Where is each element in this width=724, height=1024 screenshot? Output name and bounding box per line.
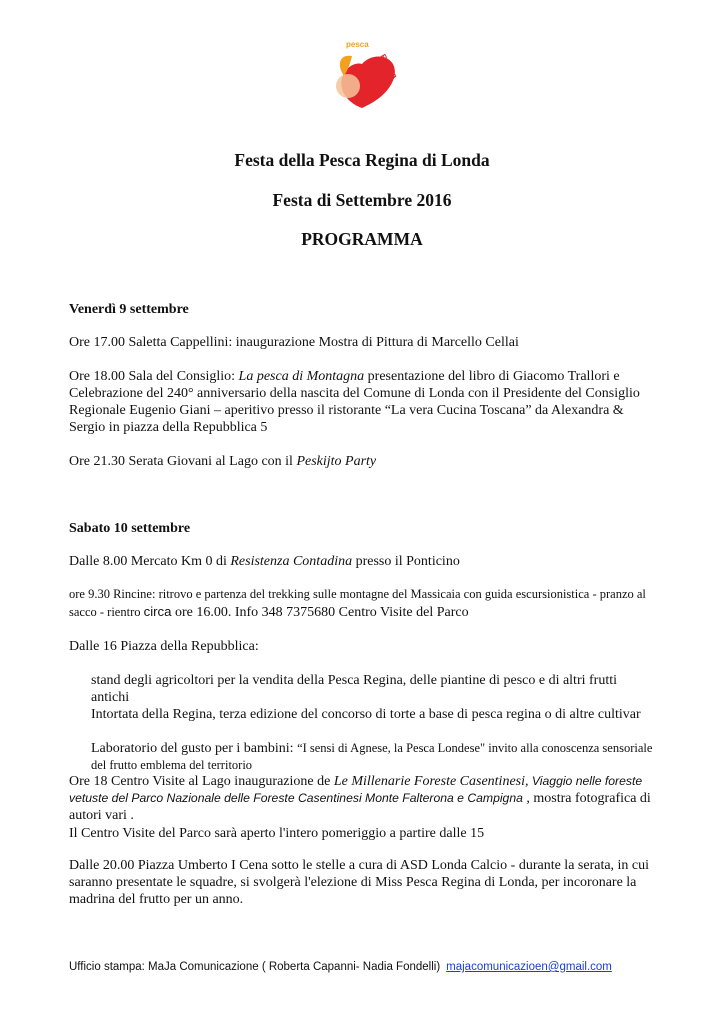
event-text: Laboratorio del gusto per i bambini: bbox=[91, 741, 298, 756]
list-item: Intortata della Regina, terza edizione del concorso di torte a base di pesca regina o di altre cultivar bbox=[91, 707, 641, 722]
market-name: Resistenza Contadina bbox=[230, 554, 353, 569]
footer-press-office: Ufficio stampa: MaJa Comunicazione ( Roberta Capanni- Nadia Fondelli) bbox=[69, 961, 441, 973]
event-saturday-1 bbox=[69, 553, 659, 570]
peach-logo bbox=[322, 34, 402, 110]
event-saturday-4 bbox=[69, 773, 659, 824]
day-heading-saturday: Sabato 10 settembre bbox=[69, 521, 191, 536]
event-text: , mostra fotografica di autori vari . bbox=[69, 791, 651, 823]
exhibition-subtitle: Viaggio nelle foreste vetuste del Parco Nazionale delle Foreste Casentinesi Monte Falterona e Campigna bbox=[69, 774, 643, 805]
event-text: Ore 18.00 Sala del Consiglio: bbox=[69, 369, 239, 384]
day-heading-friday: Venerdì 9 settembre bbox=[69, 302, 189, 317]
event-text: presentazione del libro di Giacomo Trallori e Celebrazione del 240° anniversario della nascita del Comune di Londa con il Presidente del Consiglio Regionale Eugenio Giani – aperitivo presso il ristorante “La vera Cucina Toscana” da Alexandra & Sergio in piazza della Repubblica 5 bbox=[69, 369, 640, 435]
footer-email-link[interactable]: majacomunicazioen@gmail.com bbox=[446, 961, 612, 973]
event-text: Ore 21.30 Serata Giovani al Lago con il bbox=[69, 454, 297, 469]
book-title: La pesca di Montagna bbox=[238, 369, 365, 384]
logo-wordmark-regina: Regina bbox=[378, 52, 400, 81]
event-saturday-5: Il Centro Visite del Parco sarà aperto l'intero pomeriggio a partire dalle 15 bbox=[69, 826, 485, 841]
event-text: Ore 18 Centro Visite al Lago inaugurazione de bbox=[69, 774, 334, 789]
list-item bbox=[91, 740, 653, 774]
programme-heading: PROGRAMMA bbox=[301, 229, 423, 249]
event-friday-1: Ore 17.00 Saletta Cappellini: inaugurazione Mostra di Pittura di Marcello Cellai bbox=[69, 335, 519, 350]
list-item: stand degli agricoltori per la vendita della Pesca Regina, delle piantine di pesco e di altri frutti antichi bbox=[91, 673, 617, 705]
event-friday-3 bbox=[69, 453, 659, 470]
document-title: Festa della Pesca Regina di Londa bbox=[234, 150, 490, 170]
party-name: Peskijto Party bbox=[296, 454, 377, 469]
exhibition-title: Le Millenarie Foreste Casentinesi, bbox=[333, 774, 529, 789]
event-text: ore 9.30 Rincine: ritrovo e partenza del trekking sulle montagne del Massicaia con guida escursionistica - pranzo al sacco - rientro bbox=[69, 587, 646, 619]
event-text: ore 16.00. Info 348 7375680 Centro Visite del Parco bbox=[171, 605, 469, 620]
document-subtitle: Festa di Settembre 2016 bbox=[272, 190, 452, 210]
event-text: presso il Ponticino bbox=[352, 554, 460, 569]
event-saturday-6: Dalle 20.00 Piazza Umberto I Cena sotto le stelle a cura di ASD Londa Calcio - durante la serata, in cui saranno presentate le squadre, si svolgerà l'elezione di Miss Pesca Regina di Londa, per incoronare la madrina del frutto per un anno. bbox=[69, 858, 650, 907]
event-text: “I sensi di Agnese, la Pesca Londese" invito alla conoscenza sensoriale del frutto emblema del territorio bbox=[91, 741, 653, 772]
event-saturday-2 bbox=[69, 586, 659, 621]
logo-wordmark: pesca bbox=[346, 40, 369, 49]
event-saturday-3: Dalle 16 Piazza della Repubblica: bbox=[69, 639, 259, 654]
footer bbox=[69, 961, 612, 973]
event-text: Dalle 8.00 Mercato Km 0 di bbox=[69, 554, 231, 569]
event-friday-2 bbox=[69, 368, 659, 436]
peach-highlight bbox=[336, 74, 360, 98]
event-text-circa: circa bbox=[143, 604, 172, 619]
